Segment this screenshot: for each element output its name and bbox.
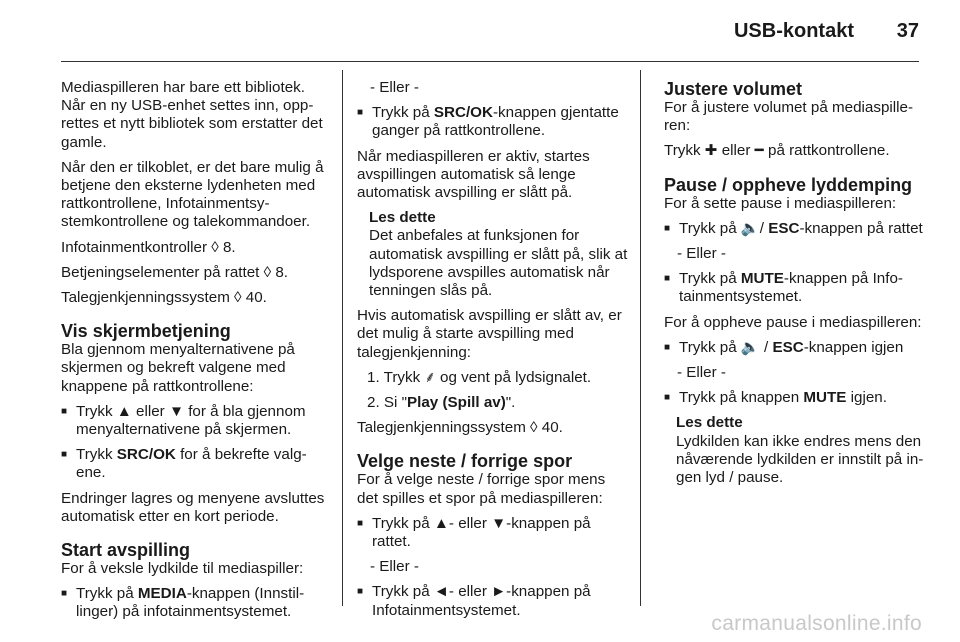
key-name: ESC bbox=[768, 219, 800, 237]
column-divider bbox=[640, 70, 641, 606]
column-1 bbox=[61, 79, 331, 629]
bullet-item: ■ Trykk på MEDIA-knappen (Innstillinger) på infotainmentsystemet. bbox=[61, 585, 331, 621]
bullet-item: ■ Trykk på 🔈 / ESC-knappen igjen bbox=[664, 339, 926, 357]
note-text: Det anbefales at funksjonen for automatisk avspilling er slått på, slik at lydsporene avspilles automatisk når tenningen slås på. bbox=[369, 227, 628, 300]
note-box bbox=[357, 209, 629, 300]
paragraph: Mediaspilleren har bare ett bibliotek. Når en ny USB-enhet settes inn, opprettes et nytt bibliotek som erstatter det gamle. bbox=[61, 79, 323, 151]
watermark: carmanualsonline.info bbox=[711, 612, 922, 635]
cross-reference: Betjeningselementer på rattet ◊ 8. bbox=[61, 263, 289, 281]
cross-reference: Talegjenkjenningssystem ◊ 40. bbox=[357, 419, 563, 437]
key-name: SRC/OK bbox=[116, 446, 176, 464]
page-header bbox=[0, 20, 960, 50]
bullet-item: ■ Trykk på SRC/OK-knappen gjentatte ganger på rattkontrollene. bbox=[357, 104, 629, 140]
paragraph: Trykk ✚ eller ━ på rattkontrollene. bbox=[664, 142, 890, 160]
key-name: ESC bbox=[772, 338, 804, 356]
section-heading: Start avspilling bbox=[61, 540, 191, 561]
section-heading: Justere volumet bbox=[664, 79, 803, 99]
header-rule bbox=[61, 61, 919, 62]
bullet-item: ■ Trykk ▲ eller ▼ for å bla gjennom menyalternativene på skjermen. bbox=[61, 403, 331, 439]
or-separator: - Eller - bbox=[677, 245, 726, 263]
key-name: SRC/OK bbox=[433, 104, 493, 122]
paragraph: Når mediaspilleren er aktiv, startes avspillingen automatisk så lenge automatisk avspilling er slått på. bbox=[357, 147, 590, 202]
section-heading: Pause / oppheve lyddemping bbox=[664, 174, 913, 195]
bullet-item: ■ Trykk på ◄- eller ►-knappen på Infotainmentsystemet. bbox=[357, 583, 629, 619]
or-separator: - Eller - bbox=[370, 558, 419, 576]
bullet-item: ■ Trykk SRC/OK for å bekrefte valgene. bbox=[61, 446, 331, 482]
bullet-item: ■ Trykk på MUTE-knappen på Infotainmentsystemet. bbox=[664, 270, 926, 306]
key-name: MEDIA bbox=[137, 585, 187, 603]
section-intro: For å veksle lydkilde til mediaspiller: bbox=[61, 560, 304, 578]
column-divider bbox=[342, 70, 343, 606]
column-3 bbox=[664, 79, 926, 494]
key-name: MUTE bbox=[740, 270, 784, 288]
bullet-item: ■ Trykk på 🔈/ ESC-knappen på rattet bbox=[664, 220, 926, 238]
bullet-item: ■ Trykk på knappen MUTE igjen. bbox=[664, 389, 926, 407]
section-title: USB-kontakt bbox=[733, 20, 854, 42]
key-name: MUTE bbox=[803, 389, 847, 407]
bullet-item: ■ Trykk på ▲- eller ▼-knappen på rattet. bbox=[357, 515, 629, 551]
paragraph: Når den er tilkoblet, er det bare mulig å betjene den eksterne lydenheten med rattkontrollene, Infotainmentsystemkontrollene og talekommandoer. bbox=[61, 158, 324, 231]
or-separator: - Eller - bbox=[677, 364, 726, 382]
paragraph: For å oppheve pause i mediaspilleren: bbox=[664, 313, 922, 331]
column-2 bbox=[357, 79, 629, 627]
note-box bbox=[664, 414, 926, 487]
section-intro: Bla gjennom menyalternativene på skjermen og bekreft valgene med knappene på rattkontrollene: bbox=[61, 341, 295, 395]
numbered-item: 1. Trykk ⸙ og vent på lydsignalet. bbox=[367, 368, 592, 386]
section-intro: For å velge neste / forrige spor mens det spilles et spor på mediaspilleren: bbox=[357, 471, 606, 507]
note-text: Lydkilden kan ikke endres mens den nåværende lydkilden er innstilt på ingen lyd / pause. bbox=[676, 432, 924, 487]
note-title: Les dette bbox=[369, 209, 436, 227]
section-intro: For å justere volumet på mediaspilleren: bbox=[664, 99, 914, 135]
cross-reference: Talegjenkjenningssystem ◊ 40. bbox=[61, 289, 267, 307]
section-intro: For å sette pause i mediaspilleren: bbox=[664, 194, 897, 212]
paragraph: Endringer lagres og menyene avsluttes automatisk etter en kort periode. bbox=[61, 489, 325, 525]
section-heading: Velge neste / forrige spor bbox=[357, 451, 573, 472]
voice-command: Play (Spill av) bbox=[407, 394, 506, 412]
paragraph: Hvis automatisk avspilling er slått av, er det mulig å starte avspilling med talegjenkjenning: bbox=[357, 307, 622, 361]
note-title: Les dette bbox=[676, 414, 743, 432]
section-heading: Vis skjermbetjening bbox=[61, 321, 231, 342]
page-number: 37 bbox=[896, 20, 919, 42]
numbered-item: 2. Si "Play (Spill av)". bbox=[367, 394, 516, 412]
cross-reference: Infotainmentkontroller ◊ 8. bbox=[61, 238, 236, 256]
or-separator: - Eller - bbox=[370, 79, 419, 96]
